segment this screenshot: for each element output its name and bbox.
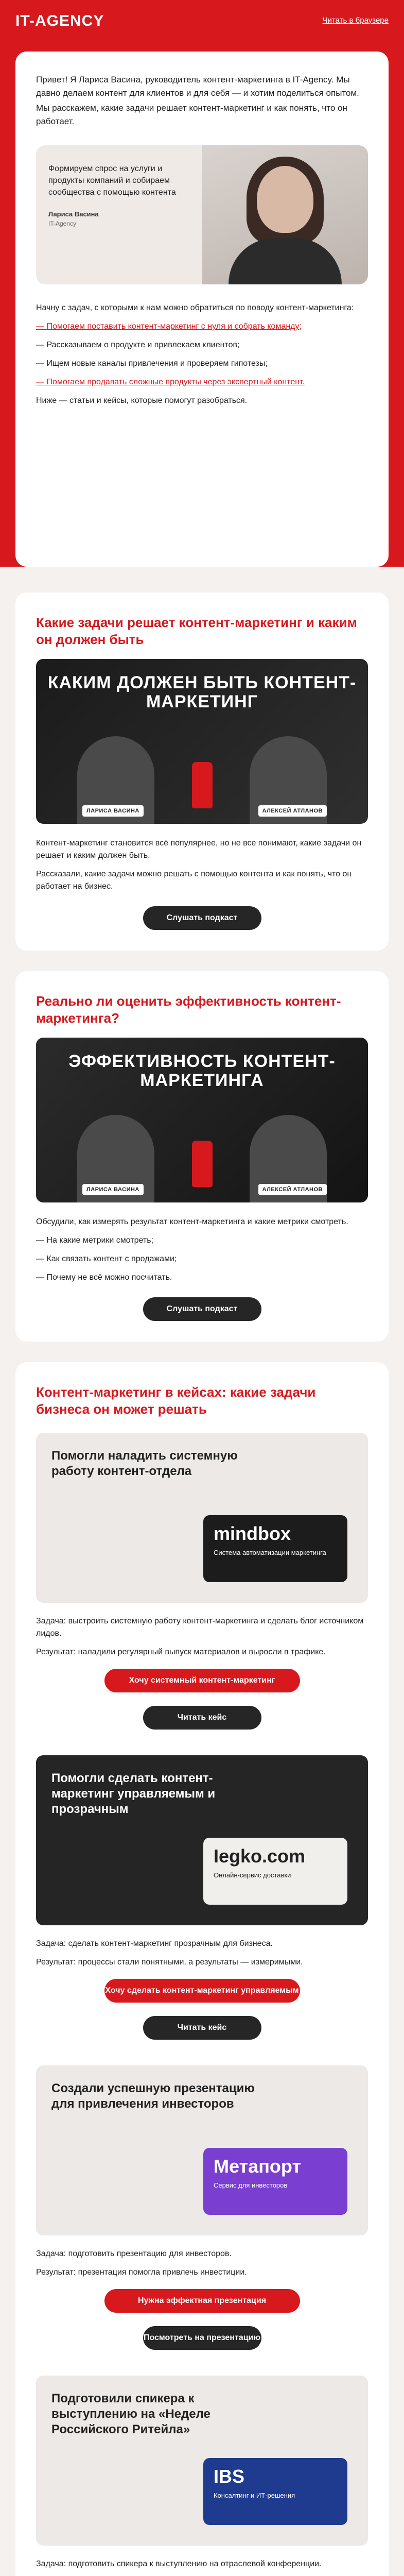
case-banner[interactable] [36, 1433, 368, 1603]
client-logo-card [203, 2458, 347, 2525]
section-body [36, 837, 368, 893]
case-paragraph: Задача: подготовить презентацию для инвесторов. [36, 2249, 232, 2258]
case-paragraph: Результат: процессы стали понятными, а результаты — измеримыми. [36, 1958, 303, 1967]
case-ibs [36, 2376, 368, 2576]
case-cta-button[interactable]: Хочу системный контент-маркетинг [104, 1669, 300, 1692]
section-paragraph: — Почему не всё можно посчитать. [36, 1273, 172, 1282]
section-paragraph: — На какие метрики смотреть; [36, 1236, 154, 1245]
section-cases [15, 1362, 389, 2576]
case-mindbox [36, 1433, 368, 1730]
banner-title: КАКИМ ДОЛЖЕН БЫТЬ КОНТЕНТ-МАРКЕТИНГ [47, 673, 357, 712]
podcast-banner[interactable] [36, 659, 368, 824]
section-paragraph: Контент-маркетинг становится всё популярнее, но не все понимают, какие задачи он решает и каким должен быть. [36, 839, 362, 860]
quote-block [36, 145, 368, 284]
web-version-link[interactable]: Читать в браузере [322, 15, 389, 25]
quote-text-area [36, 145, 202, 284]
read-case-button[interactable]: Читать кейс [143, 2016, 261, 2040]
speaker-tag-left: ЛАРИСА ВАСИНА [82, 1184, 144, 1196]
case-paragraph: Задача: подготовить спикера к выступлению на отраслевой конференции. [36, 2560, 322, 2568]
logo: IT-AGENCY [15, 12, 104, 29]
intro-list-item[interactable]: — Помогаем поставить контент-маркетинг с нуля и собрать команду; [36, 322, 302, 331]
case-banner-title: Помогли наладить системную работу контент-отдела [51, 1449, 238, 1478]
case-body [36, 2248, 368, 2279]
client-logo: IBS [214, 2466, 245, 2487]
intro-list-lead: Начну с задач, с которыми к нам можно обратиться по поводу контент-маркетинга: [36, 303, 354, 312]
client-descriptor: Консалтинг и ИТ-решения [214, 2492, 295, 2499]
view-presentation-button[interactable]: Посмотреть на презентацию [143, 2326, 261, 2350]
intro-list [36, 302, 368, 407]
speaker-tag-right: АЛЕКСЕЙ АТЛАНОВ [258, 1184, 327, 1196]
header-bar [15, 10, 389, 31]
section-paragraph: Рассказали, какие задачи можно решать с помощью контента и как понять, что он работает на бизнес. [36, 870, 352, 891]
section-title: Реально ли оценить эффективность контент-маркетинга? [36, 993, 341, 1026]
case-banner-title: Подготовили спикера к выступлению на «Неделе Российского Ритейла» [51, 2392, 210, 2436]
listen-podcast-button[interactable]: Слушать подкаст [143, 906, 261, 930]
client-descriptor: Сервис для инвесторов [214, 2181, 288, 2189]
case-body [36, 2558, 368, 2576]
case-paragraph: Задача: сделать контент-маркетинг прозрачным для бизнеса. [36, 1939, 273, 1948]
quote-text: Формируем спрос на услуги и продукты компаний и собираем сообщества с помощью контента [48, 164, 176, 197]
section-paragraph: Обсудили, как измерять результат контент-маркетинга и какие метрики смотреть. [36, 1217, 348, 1226]
listen-podcast-button[interactable]: Слушать подкаст [143, 1297, 261, 1321]
case-body [36, 1938, 368, 1969]
client-logo: Метапорт [214, 2156, 302, 2177]
case-paragraph: Результат: наладили регулярный выпуск материалов и выросли в трафике. [36, 1648, 326, 1656]
client-logo-card [203, 2148, 347, 2215]
client-logo: mindbox [214, 1523, 291, 1544]
quote-author-name: Лариса Васина [48, 210, 99, 218]
client-logo-card [203, 1515, 347, 1582]
client-descriptor: Система автоматизации маркетинга [214, 1549, 326, 1556]
banner-title: ЭФФЕКТИВНОСТЬ КОНТЕНТ-МАРКЕТИНГА [68, 1052, 336, 1091]
intro-card [15, 52, 389, 567]
case-paragraph: Результат: презентация помогла привлечь инвестиции. [36, 2268, 247, 2277]
banner-prop [192, 762, 213, 808]
client-logo-card [203, 1838, 347, 1905]
quote-author-role: IT-Agency [48, 220, 77, 228]
intro-list-item: — Рассказываем о продукте и привлекаем клиентов; [36, 341, 240, 349]
case-paragraph: Задача: выстроить системную работу контент-маркетинга и сделать блог источником лидов. [36, 1617, 364, 1638]
section-title: Контент-маркетинг в кейсах: какие задачи бизнеса он может решать [36, 1384, 316, 1417]
section-podcast-1 [15, 592, 389, 951]
intro-paragraph: Мы расскажем, какие задачи решает контент-маркетинг и как понять, что он работает. [36, 103, 347, 126]
case-banner-title: Создали успешную презентацию для привлечения инвесторов [51, 2081, 255, 2111]
client-logo: Iegko.com [214, 1845, 306, 1867]
case-banner[interactable] [36, 1755, 368, 1925]
intro-text [36, 73, 368, 128]
header [0, 0, 404, 567]
section-paragraph: — Как связать контент с продажами; [36, 1255, 177, 1263]
portrait-face [257, 166, 313, 233]
case-banner[interactable] [36, 2376, 368, 2546]
intro-list-item[interactable]: — Помогаем продавать сложные продукты через экспертный контент. [36, 378, 305, 386]
case-metaport [36, 2065, 368, 2350]
read-case-button[interactable]: Читать кейс [143, 1706, 261, 1730]
section-title: Какие задачи решает контент-маркетинг и каким он должен быть [36, 615, 357, 647]
intro-outro: Ниже — статьи и кейсы, которые помогут разобраться. [36, 396, 248, 405]
podcast-banner[interactable] [36, 1038, 368, 1202]
case-cta-button[interactable]: Хочу сделать контент-маркетинг управляемым [104, 1979, 300, 2003]
case-banner[interactable] [36, 2065, 368, 2235]
banner-prop [192, 1141, 213, 1187]
case-body [36, 1615, 368, 1658]
intro-paragraph: Привет! Я Лариса Васина, руководитель контент-маркетинга в IT-Agency. Мы давно делаем контент для клиентов и для себя — и хотим поделиться опытом. [36, 75, 359, 98]
intro-list-item: — Ищем новые каналы привлечения и проверяем гипотезы; [36, 359, 268, 368]
section-podcast-2 [15, 971, 389, 1342]
author-photo [202, 145, 368, 284]
case-legko [36, 1755, 368, 2040]
case-banner-title: Помогли сделать контент-маркетинг управляемым и прозрачным [51, 1771, 216, 1816]
portrait-body [229, 238, 342, 284]
speaker-tag-right: АЛЕКСЕЙ АТЛАНОВ [258, 805, 327, 817]
section-body [36, 1216, 368, 1284]
case-cta-button[interactable]: Нужна эффектная презентация [104, 2289, 300, 2313]
speaker-tag-left: ЛАРИСА ВАСИНА [82, 805, 144, 817]
client-descriptor: Онлайн-сервис доставки [214, 1871, 291, 1879]
